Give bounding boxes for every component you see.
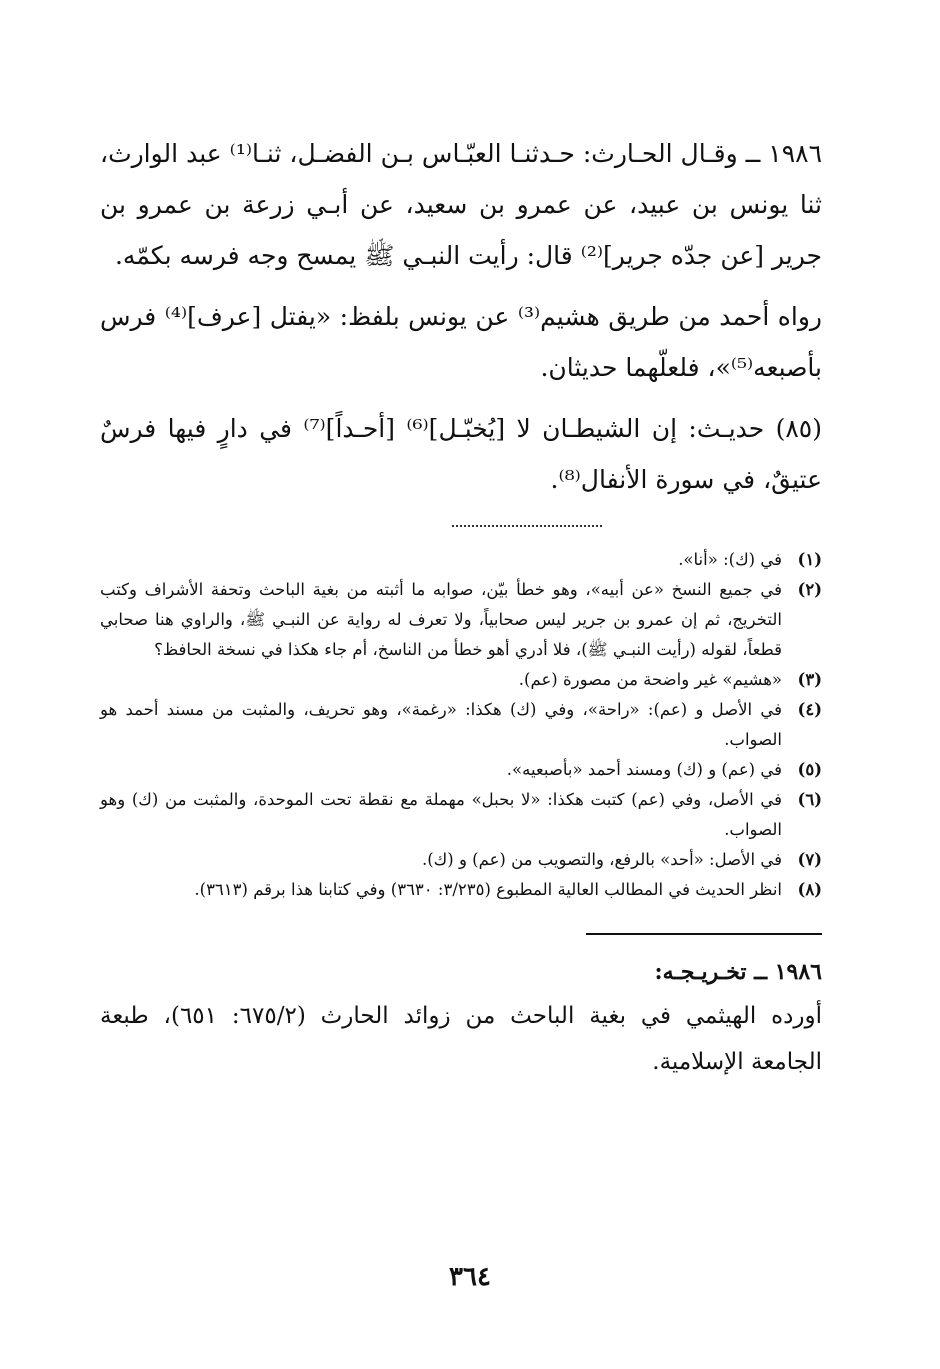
page-body <box>100 128 822 1085</box>
takhrij-text: أورده الهيثمي في بغية الباحث من زوائد الحارث (٦٧٥/٢: ٦٥١)، طبعة الجامعة الإسلامية. <box>100 1003 822 1075</box>
footnote-text: في جميع النسخ «عن أبيه»، وهو خطأ بيّن، صوابه ما أثبته من بغية الباحث وتحفة الأشراف وكتب التخريج، ثم إن عمرو بن جرير ليس صحابياً، ولا تعرف له رواية عن النبـي ﷺ، والراوي هنا صحابي قطعاً، لقوله (رأيت النبـي ﷺ)، فلا أدري أهو خطأ من الناسخ، أم جاء هكذا في نسخة الحافظ؟ <box>100 580 782 659</box>
footnote-number: (٣) <box>797 670 822 689</box>
footnote-text: في (عم) و (ك) ومسند أحمد «بأصبعيه». <box>506 760 782 779</box>
footnote-text: في الأصل، وفي (عم) كتبت هكذا: «لا بحبل» مهملة مع نقطة تحت الموحدة، والمثبت من (ك) وهو الصواب. <box>100 790 782 839</box>
footnote-text: في (ك): «أنا». <box>678 550 782 569</box>
footnote-separator-dots <box>452 525 602 531</box>
footnote-number: (١) <box>797 550 822 569</box>
footnote <box>100 785 822 845</box>
footnote-text: في الأصل: «أحد» بالرفع، والتصويب من (عم) و (ك). <box>421 850 782 869</box>
footnote-text: في الأصل و (عم): «راحة»، وفي (ك) هكذا: «رغمة»، وهو تحريف، والمثبت من مسند أحمد هو الصواب. <box>100 700 782 749</box>
footnote-number: (٢) <box>797 580 822 599</box>
footnote <box>100 755 822 785</box>
footnote-text: انظر الحديث في المطالب العالية المطبوع (٣/٢٣٥: ٣٦٣٠) وفي كتابنا هذا برقم (٣٦١٣). <box>194 880 782 899</box>
footnotes <box>100 545 822 905</box>
footnote-number: (٧) <box>797 850 822 869</box>
main-text <box>100 128 822 505</box>
footnote <box>100 845 822 875</box>
footnote <box>100 575 822 665</box>
footnote-number: (٥) <box>797 760 822 779</box>
takhrij-heading: ١٩٨٦ ــ تخـريـجـه: <box>654 959 822 985</box>
hadith-85-paragraph: (٨٥) حديـث: إن الشيطـان لا [يُخبّـل]⁽⁶⁾ [أحـداً]⁽⁷⁾ في دارٍ فيها فرسٌ عتيقٌ، في سورة الأنفال⁽⁸⁾. <box>100 414 822 494</box>
footnote-number: (٦) <box>797 790 822 809</box>
ahmad-narration-paragraph: رواه أحمد من طريق هشيم⁽³⁾ عن يونس بلفظ: «يفتل [عرف]⁽⁴⁾ فرس بأصبعه⁽⁵⁾»، فلعلّهما حديثان. <box>100 302 822 382</box>
footnote <box>100 545 822 575</box>
takhrij-section <box>100 951 822 1085</box>
page-number: ٣٦٤ <box>449 1262 491 1292</box>
footnote <box>100 695 822 755</box>
footnote <box>100 665 822 695</box>
footnote-text: «هشيم» غير واضحة من مصورة (عم). <box>518 670 782 689</box>
footnote-number: (٤) <box>797 700 822 719</box>
takhrij-separator-line <box>586 933 822 935</box>
footnote-number: (٨) <box>797 880 822 899</box>
footnote <box>100 875 822 905</box>
hadith-1986-paragraph: ١٩٨٦ ــ وقـال الحـارث: حـدثنـا العبّـاس بـن الفضـل، ثنـا⁽¹⁾ عبد الوارث، ثنا يونس بن عبيد، عن عمرو بن سعيد، عن أبـي زرعة بن عمرو بن جرير [عن جدّه جرير]⁽²⁾ قال: رأيت النبـي ﷺ يمسح وجه فرسه بكمّه. <box>100 139 823 270</box>
